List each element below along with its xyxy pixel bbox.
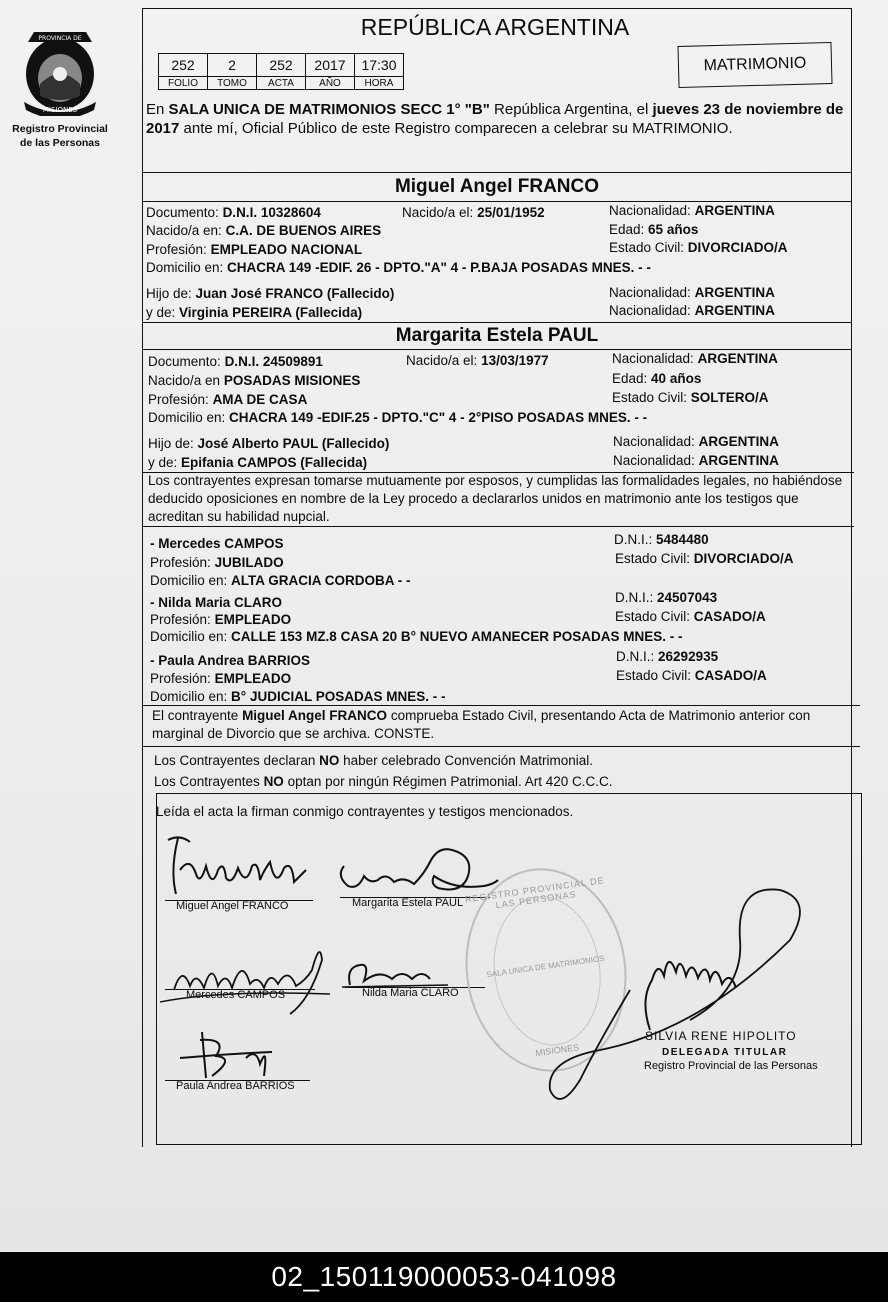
bride-civil-status: Estado Civil: SOLTERO/A bbox=[612, 390, 769, 405]
witness-3-address: Domicilio en: B° JUDICIAL POSADAS MNES. - - bbox=[150, 689, 446, 704]
groom-mother-nationality: Nacionalidad: ARGENTINA bbox=[609, 303, 775, 318]
convention-statement: Los Contrayentes declaran NO haber celebrado Convención Matrimonial. bbox=[154, 753, 593, 768]
bride-signature-label: Margarita Estela PAUL bbox=[352, 897, 464, 909]
groom-address: Domicilio en: CHACRA 149 -EDIF. 26 - DPTO."A" 4 - P.BAJA POSADAS MNES. - - bbox=[146, 260, 651, 275]
year-value: 2017 bbox=[306, 54, 355, 77]
divider bbox=[142, 746, 860, 747]
witness-1-signature-label: Mercedes CAMPOS bbox=[186, 989, 286, 1001]
bride-birthdate: Nacido/a el: 13/03/1977 bbox=[406, 353, 549, 368]
groom-birthplace: Nacido/a en: C.A. DE BUENOS AIRES bbox=[146, 223, 382, 238]
groom-signature bbox=[160, 830, 320, 902]
groom-document: Documento: D.N.I. 10328604 bbox=[146, 205, 321, 220]
bride-mother: y de: Epifania CAMPOS (Fallecida) bbox=[148, 455, 368, 470]
official-organization: Registro Provincial de las Personas bbox=[644, 1060, 818, 1072]
divider bbox=[142, 705, 860, 706]
time-value: 17:30 bbox=[355, 54, 404, 77]
groom-birthdate: Nacido/a el: 25/01/1952 bbox=[402, 205, 545, 220]
witness-2-address: Domicilio en: CALLE 153 MZ.8 CASA 20 B° NUEVO AMANECER POSADAS MNES. - - bbox=[150, 629, 683, 644]
groom-father: Hijo de: Juan José FRANCO (Fallecido) bbox=[146, 286, 395, 301]
bride-age: Edad: 40 años bbox=[612, 371, 702, 386]
page-title: REPÚBLICA ARGENTINA bbox=[360, 14, 630, 40]
folio-label: FOLIO bbox=[159, 77, 208, 90]
scan-footer-code: 02_150119000053-041098 bbox=[0, 1252, 888, 1302]
witness-2-name: - Nilda Maria CLARO bbox=[150, 595, 283, 610]
witness-3-profession: Profesión: EMPLEADO bbox=[150, 671, 292, 686]
svg-text:MISIONES: MISIONES bbox=[42, 106, 78, 114]
folio-value: 252 bbox=[159, 54, 208, 77]
witness-1-profession: Profesión: JUBILADO bbox=[150, 555, 284, 570]
bride-document: Documento: D.N.I. 24509891 bbox=[148, 354, 323, 369]
province-emblem bbox=[6, 24, 114, 154]
bride-mother-nationality: Nacionalidad: ARGENTINA bbox=[613, 453, 779, 468]
groom-nationality: Nacionalidad: ARGENTINA bbox=[609, 203, 775, 218]
svg-text:PROVINCIA DE: PROVINCIA DE bbox=[38, 35, 82, 42]
tomo-label: TOMO bbox=[208, 77, 257, 90]
bride-father: Hijo de: José Alberto PAUL (Fallecido) bbox=[148, 436, 390, 451]
misiones-coat-of-arms-icon bbox=[14, 24, 106, 116]
civil-status-note: El contrayente Miguel Angel FRANCO comprueba Estado Civil, presentando Acta de Matrimonio anterior con marginal de Divorcio que se archiva. CONSTE. bbox=[152, 708, 811, 741]
intro-paragraph: En SALA UNICA DE MATRIMONIOS SECC 1° "B" República Argentina, el jueves 23 de noviembre de 2017 ante mí, Oficial Público de este Registro comparecen a celebrar su MATRIMONIO. bbox=[146, 101, 844, 137]
witness-3-civil-status: Estado Civil: CASADO/A bbox=[616, 668, 767, 683]
witness-3-name: - Paula Andrea BARRIOS bbox=[150, 653, 311, 668]
groom-name-heading: Miguel Angel FRANCO bbox=[394, 176, 600, 197]
witness-1-address: Domicilio en: ALTA GRACIA CORDOBA - - bbox=[150, 573, 411, 588]
registry-label-line1: Registro Provincial bbox=[12, 123, 108, 135]
acta-label: ACTA bbox=[257, 77, 306, 90]
groom-signature-label: Miguel Angel FRANCO bbox=[176, 900, 289, 912]
bride-name-heading: Margarita Estela PAUL bbox=[395, 325, 599, 346]
registry-label-line2: de las Personas bbox=[20, 137, 100, 149]
witness-3-dni: D.N.I.: 26292935 bbox=[616, 649, 719, 664]
witness-1-dni: D.N.I.: 5484480 bbox=[614, 532, 709, 547]
witness-2-dni: D.N.I.: 24507043 bbox=[615, 590, 718, 605]
bride-profession: Profesión: AMA DE CASA bbox=[148, 392, 308, 407]
act-type-box: MATRIMONIO bbox=[677, 42, 832, 88]
divider bbox=[142, 526, 854, 527]
witness-2-profession: Profesión: EMPLEADO bbox=[150, 612, 292, 627]
declaration-paragraph: Los contrayentes expresan tomarse mutuamente por esposos, y cumplidas las formalidades legales, no habiéndose deducido oposiciones en nombre de la Ley procedo a declararlos unidos en matrimonio ante los testigos que acreditan su habilidad nupcial. bbox=[148, 473, 843, 524]
bride-signature bbox=[334, 836, 504, 900]
bride-address: Domicilio en: CHACRA 149 -EDIF.25 - DPTO."C" 4 - 2°PISO POSADAS MNES. - - bbox=[148, 410, 648, 425]
witness-2-civil-status: Estado Civil: CASADO/A bbox=[615, 609, 766, 624]
witness-1-signature bbox=[160, 930, 340, 1020]
divider bbox=[142, 172, 852, 173]
groom-age: Edad: 65 años bbox=[609, 222, 699, 237]
tomo-value: 2 bbox=[208, 54, 257, 77]
groom-profession: Profesión: EMPLEADO NACIONAL bbox=[146, 242, 363, 257]
bride-birthplace: Nacido/a en POSADAS MISIONES bbox=[148, 373, 361, 388]
groom-father-nationality: Nacionalidad: ARGENTINA bbox=[609, 285, 775, 300]
bride-nationality: Nacionalidad: ARGENTINA bbox=[612, 351, 778, 366]
closing-statement: Leída el acta la firman conmigo contrayentes y testigos mencionados. bbox=[156, 804, 574, 819]
time-label: HORA bbox=[355, 77, 404, 90]
witness-3-signature bbox=[176, 1028, 286, 1082]
groom-civil-status: Estado Civil: DIVORCIADO/A bbox=[609, 240, 788, 255]
registration-table bbox=[158, 53, 404, 90]
official-role: DELEGADA TITULAR bbox=[662, 1047, 788, 1058]
witness-1-civil-status: Estado Civil: DIVORCIADO/A bbox=[615, 551, 794, 566]
groom-mother: y de: Virginia PEREIRA (Fallecida) bbox=[146, 305, 363, 320]
year-label: AÑO bbox=[306, 77, 355, 90]
regime-statement: Los Contrayentes NO optan por ningún Régimen Patrimonial. Art 420 C.C.C. bbox=[154, 774, 613, 789]
divider bbox=[142, 322, 852, 323]
witness-2-signature-label: Nilda Maria CLARO bbox=[362, 987, 459, 999]
official-signature bbox=[540, 880, 820, 1110]
acta-value: 252 bbox=[257, 54, 306, 77]
official-seal: REGISTRO PROVINCIAL DE LAS PERSONAS SALA UNICA DE MATRIMONIOS MISIONES bbox=[453, 858, 640, 1082]
official-name: SILVIA RENE HIPOLITO bbox=[645, 1029, 797, 1043]
witness-1-name: - Mercedes CAMPOS bbox=[150, 536, 284, 551]
bride-father-nationality: Nacionalidad: ARGENTINA bbox=[613, 434, 779, 449]
witness-3-signature-label: Paula Andrea BARRIOS bbox=[176, 1080, 295, 1092]
